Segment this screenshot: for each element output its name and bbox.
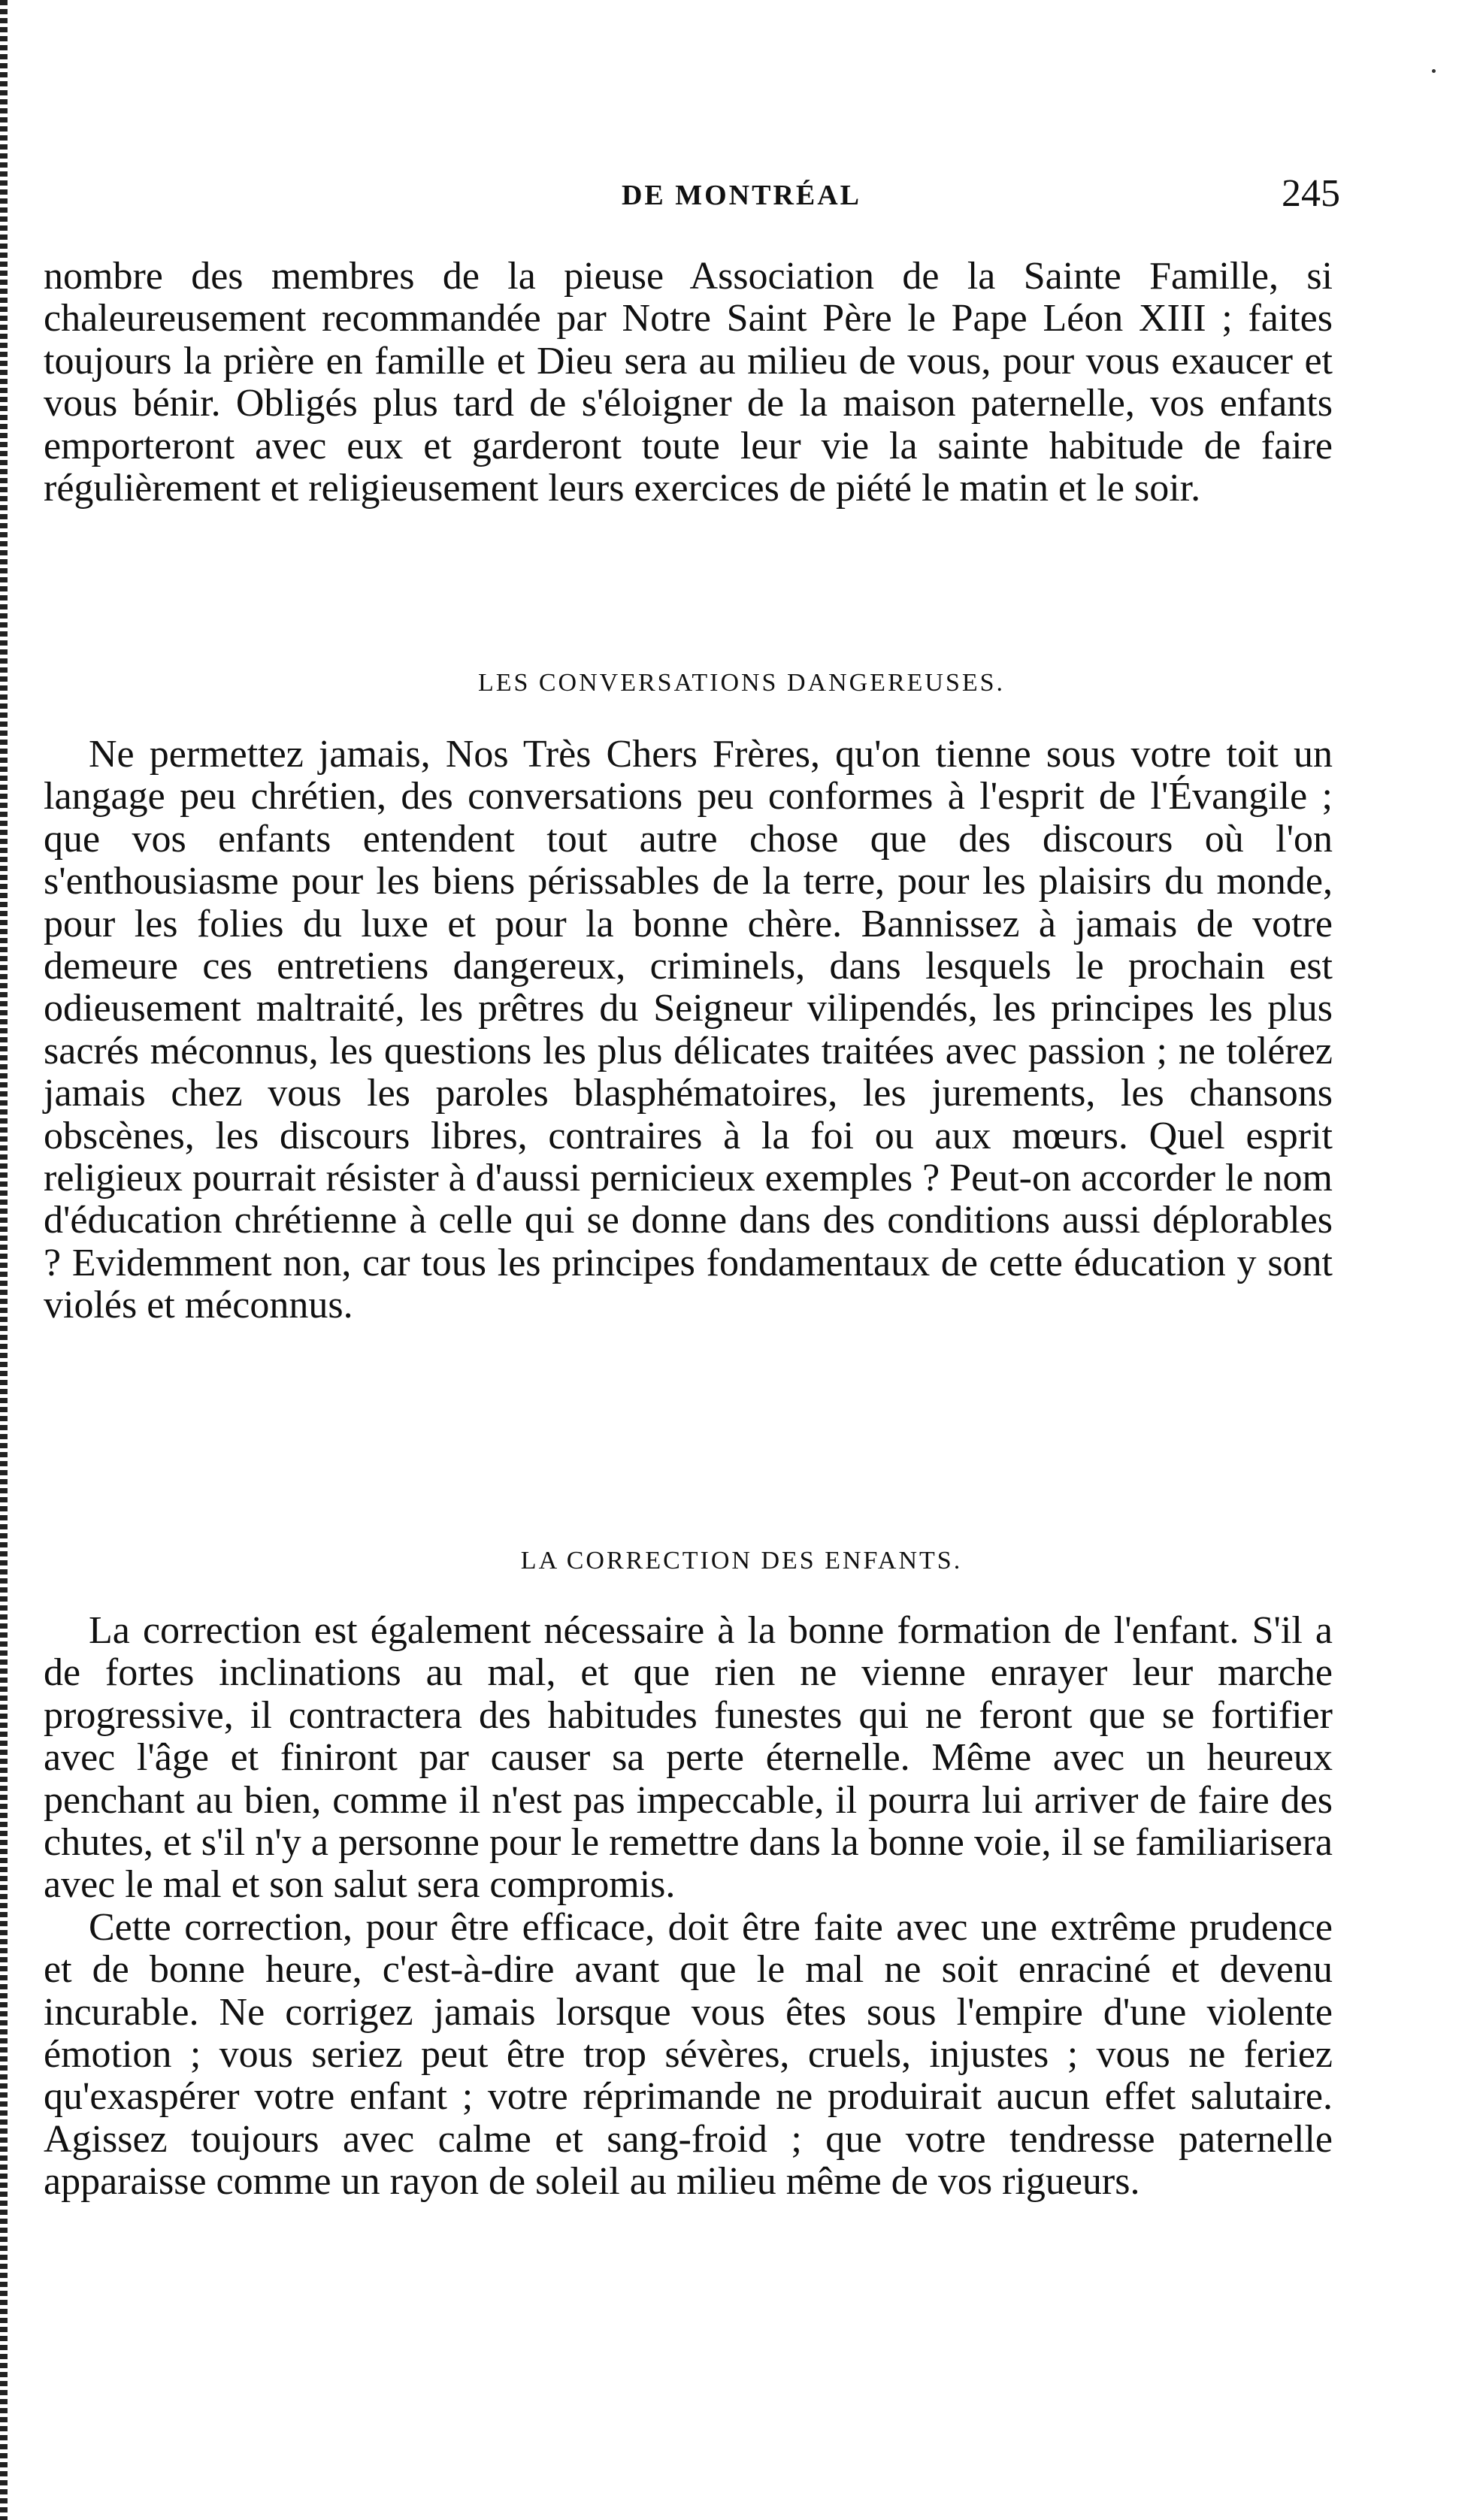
paragraph: Cette correction, pour être efficace, doit être faite avec une extrême prudence et de bonne heure, c'est-à-dire avant que le mal ne soit enraciné et devenu incurable. Ne corrigez jamais lorsque vous êtes sous l'empire d'une violente émotion ; vous seriez peut être trop sévères, cruels, injustes ; vous ne feriez qu'exaspérer votre enfant ; votre réprimande ne produirait aucun effet salutaire. Agissez toujours avec calme et sang-froid ; que votre tendresse paternelle apparaisse comme un rayon de soleil au milieu même de vos rigueurs.	[44, 1905, 1333, 2204]
running-head: DE MONTRÉAL	[621, 180, 862, 211]
section-heading-correction: LA CORRECTION DES ENFANTS.	[520, 1547, 963, 1575]
ink-speck	[1432, 69, 1436, 73]
correction-text-block	[44, 1610, 1333, 2204]
section-heading-conversations: LES CONVERSATIONS DANGEREUSES.	[477, 669, 1006, 697]
paragraph: Ne permettez jamais, Nos Très Chers Frères, qu'on tienne sous votre toit un langage peu chrétien, des conversations peu conformes à l'esprit de l'Évangile ; que vos enfants entendent tout autre chose que des discours où l'on s'enthousiasme pour les biens périssables de la terre, pour les plaisirs du monde, pour les folies du luxe et pour la bonne chère. Bannissez à jamais de votre demeure ces entretiens dangereux, criminels, dans lesquels le prochain est odieusement maltraité, les prêtres du Seigneur vilipendés, les principes les plus sacrés méconnus, les questions les plus délicates traitées avec passion ; ne tolérez jamais chez vous les paroles blasphématoires, les jurements, les chansons obscènes, les discours libres, contraires à la foi ou aux mœurs. Quel esprit religieux pourrait résister à d'aussi pernicieux exemples ? Peut-on accorder le nom d'éducation chrétienne à celle qui se donne dans des conditions aussi déplorables ? Evidemment non, car tous les principes fondamentaux de cette éducation y sont violés et méconnus.	[44, 733, 1333, 1327]
page-header	[0, 171, 1483, 216]
conversations-text-block	[44, 734, 1333, 1327]
opening-text-block	[44, 256, 1333, 510]
page-left-edge	[0, 0, 8, 2520]
page-number: 245	[1282, 172, 1340, 215]
paragraph: nombre des membres de la pieuse Association de la Sainte Famille, si chaleureusement recommandée par Notre Saint Père le Pape Léon XIII ; faites toujours la prière en famille et Dieu sera au milieu de vous, pour vous exaucer et vous bénir. Obligés plus tard de s'éloigner de la maison paternelle, vos enfants emporteront avec eux et garderont toute leur vie la sainte habitude de faire régulièrement et religieusement leurs exercices de piété le matin et le soir.	[44, 255, 1333, 510]
paragraph: La correction est également nécessaire à la bonne formation de l'enfant. S'il a de fortes inclinations au mal, et que rien ne vienne enrayer leur marche progressive, il contractera des habitudes funestes qui ne feront que se fortifier avec l'âge et finiront par causer sa perte éternelle. Même avec un heureux penchant au bien, comme il n'est pas impeccable, il pourra lui arriver de faire des chutes, et s'il n'y a personne pour le remettre dans la bonne voie, il se familiarisera avec le mal et son salut sera compromis.	[44, 1609, 1333, 1907]
